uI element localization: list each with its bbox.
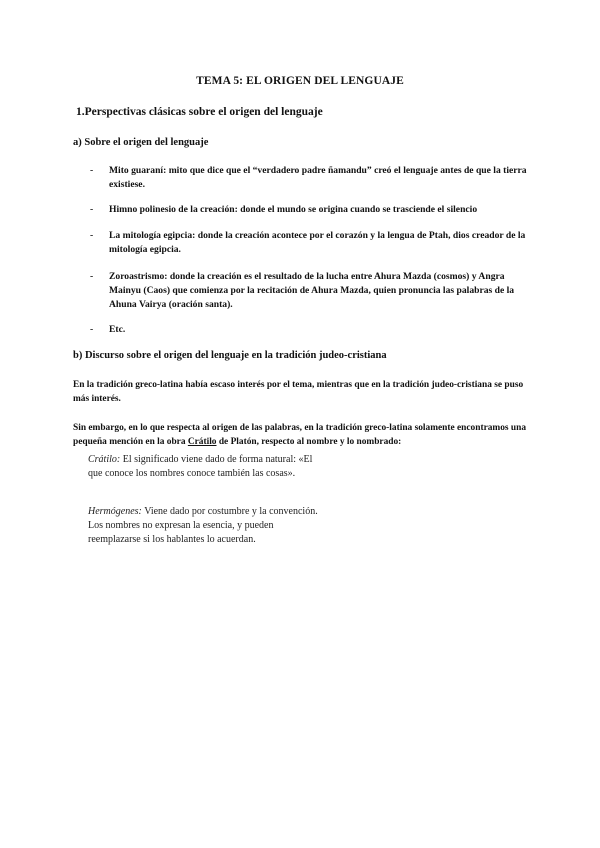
list-item-text: Zoroastrismo: donde la creación es el resultado de la lucha entre Ahura Mazda (cosmos) y Angra Mainyu (Caos) que comienza por la recitación de Ahura Mazda, quien pronuncia las palabras de la Ahuna Vairya (oración santa). [109, 271, 515, 310]
section-heading-1: 1.Perspectivas clásicas sobre el origen del lenguaje [76, 106, 323, 118]
quote-text: El significado viene dado de forma natural: «El que conoce los nombres conoce también las cosas». [88, 454, 313, 479]
list-dash: - [90, 230, 94, 241]
list-dash: - [90, 324, 94, 335]
list-item-text: Etc. [109, 324, 126, 335]
subsection-heading-b: b) Discurso sobre el origen del lenguaje en la tradición judeo-cristiana [73, 350, 387, 361]
quote-block [88, 453, 328, 481]
paragraph-text: de Platón, respecto al nombre y lo nombrado: [216, 437, 402, 447]
list-item-text: La mitología egipcia: donde la creación acontece por el corazón y la lengua de Ptah, dios creador de la mitología egipcia. [109, 230, 526, 255]
paragraph-text: Sin embargo, en lo que respecta al origen de las palabras, en la tradición greco-latina solamente encontramos una pequeña mención en la obra [73, 423, 527, 447]
quote-speaker: Hermógenes: [88, 506, 142, 517]
quote-block [88, 505, 328, 547]
subsection-heading-a: a) Sobre el origen del lenguaje [73, 137, 209, 148]
paragraph: En la tradición greco-latina había escaso interés por el tema, mientras que en la tradición judeo-cristiana se puso más interés. [73, 380, 524, 404]
list-dash: - [90, 204, 94, 215]
list-item-text: Mito guaraní: mito que dice que el “verdadero padre ñamandu” creó el lenguaje antes de que la tierra existiese. [109, 165, 527, 190]
list-item-text: Himno polinesio de la creación: donde el mundo se origina cuando se trasciende el silencio [109, 204, 478, 215]
page-title: TEMA 5: EL ORIGEN DEL LENGUAJE [196, 75, 404, 87]
paragraph [73, 421, 533, 449]
work-title: Crátilo [187, 437, 217, 447]
quote-speaker: Crátilo: [88, 454, 121, 465]
list-dash: - [90, 271, 94, 282]
list-dash: - [90, 165, 94, 176]
quote-text: Viene dado por costumbre y la convención. Los nombres no expresan la esencia, y pueden reemplazarse si los hablantes lo acuerdan. [88, 506, 318, 545]
